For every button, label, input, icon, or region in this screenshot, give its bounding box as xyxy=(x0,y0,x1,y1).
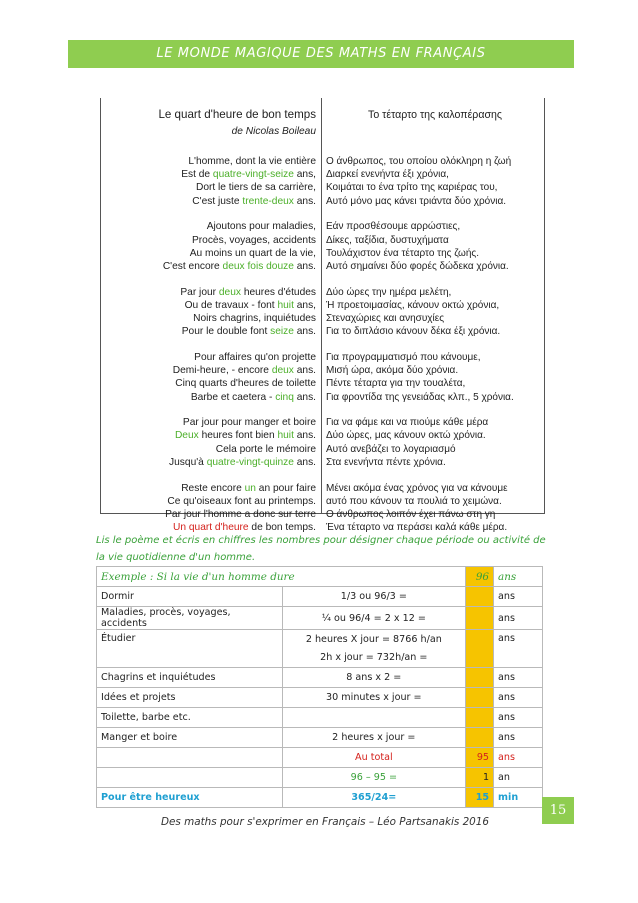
poem-line xyxy=(101,299,316,312)
poem-line xyxy=(101,456,316,469)
table-row xyxy=(97,748,543,768)
line-text: Procès, voyages, accidents xyxy=(191,234,316,246)
table-row xyxy=(97,708,543,728)
highlighted-number: seize xyxy=(270,326,294,338)
highlighted-number: huit xyxy=(277,299,294,311)
french-stanza xyxy=(101,351,316,404)
poem-line: Για φροντίδα της γενειάδας κλπ., 5 χρόνια. xyxy=(326,391,514,403)
poem-line: Για το διπλάσιο κάνουν δέκα έξι χρόνια. xyxy=(326,326,501,338)
row-label: Idées et projets xyxy=(97,688,283,708)
highlighted-number: quatre-vingt-quinze xyxy=(206,456,294,468)
poem-greek-title: Το τέταρτο της καλοπέρασης xyxy=(368,109,502,121)
row-label: Chagrins et inquiétudes xyxy=(97,668,283,688)
line-text: Barbe et caetera - xyxy=(190,391,276,403)
poem-line xyxy=(101,443,316,456)
table-row xyxy=(97,688,543,708)
poem-line xyxy=(101,429,316,442)
line-text: C'est encore xyxy=(162,260,223,272)
table-row xyxy=(97,728,543,748)
highlighted-number: cinq xyxy=(275,391,294,403)
answer-cell[interactable] xyxy=(466,668,494,688)
answer-cell[interactable] xyxy=(466,587,494,607)
answer-cell[interactable]: 15 xyxy=(466,788,494,808)
answer-cell[interactable]: 1 xyxy=(466,768,494,788)
answer-cell[interactable] xyxy=(466,728,494,748)
calculation-cell: ¼ ou 96/4 = 2 x 12 = xyxy=(282,607,466,630)
poem-line: Αυτό ανεβάζει το λογαριασμό xyxy=(326,443,456,455)
greek-stanza xyxy=(326,155,544,208)
answer-cell[interactable]: 95 xyxy=(466,748,494,768)
french-stanza xyxy=(101,220,316,273)
row-label: Dormir xyxy=(97,587,283,607)
highlighted-number: un xyxy=(244,482,256,494)
highlighted-number: huit xyxy=(277,430,294,442)
poem-line xyxy=(101,325,316,338)
row-label: Manger et boire xyxy=(97,728,283,748)
poem-line xyxy=(101,495,316,508)
poem-line: Αυτό μόνο μας κάνει τριάντα δύο χρόνια. xyxy=(326,195,507,207)
poem-box xyxy=(100,98,545,534)
poem-line xyxy=(101,377,316,390)
line-text: Cela porte le mémoire xyxy=(215,443,316,455)
exercise-instruction: Lis le poème et écris en chiffres les nombres pour désigner chaque période ou activité de la vie quotidienne d'un homme. xyxy=(96,535,546,563)
poem-line: Αυτό σημαίνει δύο φορές δώδεκα χρόνια. xyxy=(326,260,509,272)
french-stanza xyxy=(101,416,316,469)
page-footer: Des maths pour s'exprimer en Français – Léo Partsanakis 2016 xyxy=(160,816,490,828)
calculation-cell: 30 minutes x jour = xyxy=(282,688,466,708)
poem-line: Στα ενενήντα πέντε χρόνια. xyxy=(326,456,446,468)
french-stanzas xyxy=(101,155,316,534)
poem-line: Για προγραμματισμό που κάνουμε, xyxy=(326,351,481,363)
table-row xyxy=(97,668,543,688)
poem-line: Μισή ώρα, ακόμα δύο χρόνια. xyxy=(326,365,459,377)
answer-cell[interactable] xyxy=(466,630,494,668)
line-text: ans. xyxy=(293,260,316,272)
row-label: Exemple : Si la vie d'un homme dure xyxy=(97,567,466,587)
poem-line xyxy=(101,260,316,273)
line-text: de bon temps. xyxy=(248,522,316,534)
line-text: ans. xyxy=(293,456,316,468)
unit-cell: ans xyxy=(494,748,543,768)
greek-stanza xyxy=(326,416,544,469)
poem-line xyxy=(101,195,316,208)
line-text: Ou de travaux - font xyxy=(184,299,278,311)
poem-line: Ο άνθρωπος λοιπόν έχει πάνω στη γη xyxy=(326,508,496,520)
unit-cell: min xyxy=(494,788,543,808)
greek-stanzas xyxy=(326,155,544,534)
row-label xyxy=(97,748,283,768)
highlighted-number: trente-deux xyxy=(242,195,294,207)
poem-line xyxy=(101,482,316,495)
unit-cell: ans xyxy=(494,708,543,728)
line-text: L'homme, dont la vie entière xyxy=(188,156,316,167)
calculation-cell: 365/24= xyxy=(282,788,466,808)
unit-cell: ans xyxy=(494,587,543,607)
highlighted-number: deux xyxy=(218,286,241,298)
unit-cell: ans xyxy=(494,688,543,708)
line-text: Cinq quarts d'heures de toilette xyxy=(175,378,316,390)
line-text: Par jour pour manger et boire xyxy=(182,417,316,429)
line-text: Dort le tiers de sa carrière, xyxy=(195,182,316,194)
french-stanza xyxy=(101,286,316,339)
poem-line: Στεναχώριες και ανησυχίες xyxy=(326,313,445,325)
line-text: Par jour xyxy=(180,286,219,298)
calculation-cell xyxy=(282,630,466,668)
table-row xyxy=(97,630,543,668)
poem-line xyxy=(101,351,316,364)
poem-line xyxy=(101,155,316,168)
poem-line: Εάν προσθέσουμε αρρώστιες, xyxy=(326,221,461,233)
answer-cell[interactable] xyxy=(466,708,494,728)
poem-line xyxy=(101,364,316,377)
table-row xyxy=(97,587,543,607)
line-text: heures font bien xyxy=(198,430,278,442)
line-text: Reste encore xyxy=(181,482,245,494)
line-text: Est de xyxy=(181,169,213,181)
french-stanza xyxy=(101,482,316,535)
poem-line xyxy=(101,247,316,260)
poem-line: Κοιμάται το ένα τρίτο της καριέρας του, xyxy=(326,182,498,194)
greek-stanza xyxy=(326,286,544,339)
poem-line: Δύο ώρες, μας κάνουν οκτώ χρόνια. xyxy=(326,430,486,442)
table-row xyxy=(97,607,543,630)
line-text: Demi-heure, - encore xyxy=(172,365,272,377)
line-text: ans. xyxy=(293,195,316,207)
poem-line: Δίκες, ταξίδια, δυστυχήματα xyxy=(326,234,449,246)
calculation-line: 2 heures X jour = 8766 h/an xyxy=(305,634,442,645)
line-text: ans. xyxy=(293,326,316,338)
line-text: ans. xyxy=(293,430,316,442)
greek-stanza xyxy=(326,220,544,273)
line-text: Pour affaires qu'on projette xyxy=(194,351,316,363)
header-banner xyxy=(68,40,574,68)
unit-cell: ans xyxy=(494,567,543,587)
highlighted-number: quatre-vingt-seize xyxy=(212,169,294,181)
row-label: Étudier xyxy=(97,630,283,668)
answer-cell[interactable] xyxy=(466,607,494,630)
poem-line: αυτό που κάνουν τα πουλιά το χειμώνα. xyxy=(326,495,502,507)
poem-greek-column xyxy=(326,98,544,547)
poem-line xyxy=(101,220,316,233)
line-text: ans, xyxy=(293,169,316,181)
answer-cell[interactable]: 96 xyxy=(466,567,494,587)
poem-line xyxy=(101,391,316,404)
french-stanza xyxy=(101,155,316,208)
calculation-cell: 96 – 95 = xyxy=(282,768,466,788)
unit-cell: ans xyxy=(494,607,543,630)
row-label: Pour être heureux xyxy=(97,788,283,808)
unit-cell: ans xyxy=(494,630,543,668)
line-text: ans, xyxy=(293,299,316,311)
answer-cell[interactable] xyxy=(466,688,494,708)
highlighted-number: deux xyxy=(271,365,294,377)
poem-line xyxy=(101,181,316,194)
poem-line: Ή προετοιμασίας, κάνουν οκτώ χρόνια, xyxy=(326,299,500,311)
line-text: Ce qu'oiseaux font au printemps. xyxy=(167,495,316,507)
line-text: an pour faire xyxy=(255,482,316,494)
calculation-line: 2h x jour = 732h/an = xyxy=(320,652,428,663)
unit-cell: ans xyxy=(494,668,543,688)
line-text: ans. xyxy=(293,365,316,377)
poem-line xyxy=(101,286,316,299)
poem-line: Ο άνθρωπος, του οποίου ολόκληρη η ζωή xyxy=(326,156,512,167)
highlighted-number: Deux xyxy=(174,430,199,442)
line-text: Par jour l'homme a donc sur terre xyxy=(165,508,316,520)
line-text: ans. xyxy=(293,391,316,403)
poem-line xyxy=(101,416,316,429)
poem-column-divider xyxy=(321,98,322,513)
page-number: 15 xyxy=(542,797,574,824)
table-row xyxy=(97,788,543,808)
poem-line xyxy=(101,312,316,325)
line-text: Au moins un quart de la vie, xyxy=(189,247,316,259)
line-text: Jusqu'à xyxy=(169,456,207,468)
greek-stanza xyxy=(326,482,544,535)
line-text: Noirs chagrins, inquiétudes xyxy=(193,313,316,325)
line-text: Pour le double font xyxy=(181,326,271,338)
calculation-cell: Au total xyxy=(282,748,466,768)
highlighted-number: Un quart d'heure xyxy=(173,522,249,534)
poem-line: Μένει ακόμα ένας χρόνος για να κάνουμε xyxy=(326,482,508,494)
table-row xyxy=(97,768,543,788)
poem-line: Για να φάμε και να πιούμε κάθε μέρα xyxy=(326,417,489,429)
poem-french-column xyxy=(101,98,316,547)
line-text: Ajoutons pour maladies, xyxy=(206,221,316,233)
row-label: Toilette, barbe etc. xyxy=(97,708,283,728)
poem-line: Διαρκεί ενενήντα έξι χρόνια, xyxy=(326,169,449,181)
banner-title: LE MONDE MAGIQUE DES MATHS EN FRANÇAIS xyxy=(156,46,486,61)
greek-stanza xyxy=(326,351,544,404)
calculation-cell xyxy=(282,708,466,728)
poem-line: Πέντε τέταρτα για την τουαλέτα, xyxy=(326,378,466,390)
calculation-cell: 8 ans x 2 = xyxy=(282,668,466,688)
poem-author: de Nicolas Boileau xyxy=(231,126,316,137)
highlighted-number: deux fois douze xyxy=(222,260,294,272)
unit-cell: an xyxy=(494,768,543,788)
calculation-cell: 2 heures x jour = xyxy=(282,728,466,748)
row-label: Maladies, procès, voyages, accidents xyxy=(97,607,283,630)
row-label xyxy=(97,768,283,788)
poem-line: Δύο ώρες την ημέρα μελέτη, xyxy=(326,286,452,298)
example-row xyxy=(97,567,543,587)
poem-line xyxy=(101,168,316,181)
line-text: heures d'études xyxy=(240,286,316,298)
poem-line xyxy=(101,234,316,247)
unit-cell: ans xyxy=(494,728,543,748)
calculation-cell: 1/3 ou 96/3 = xyxy=(282,587,466,607)
line-text: C'est juste xyxy=(192,195,243,207)
poem-line xyxy=(101,508,316,521)
poem-line: Ένα τέταρτο να περάσει καλά κάθε μέρα. xyxy=(326,522,508,534)
poem-line: Τουλάχιστον ένα τέταρτο της ζωής. xyxy=(326,247,479,259)
poem-french-title: Le quart d'heure de bon temps xyxy=(158,108,316,121)
worksheet-table xyxy=(96,566,543,808)
